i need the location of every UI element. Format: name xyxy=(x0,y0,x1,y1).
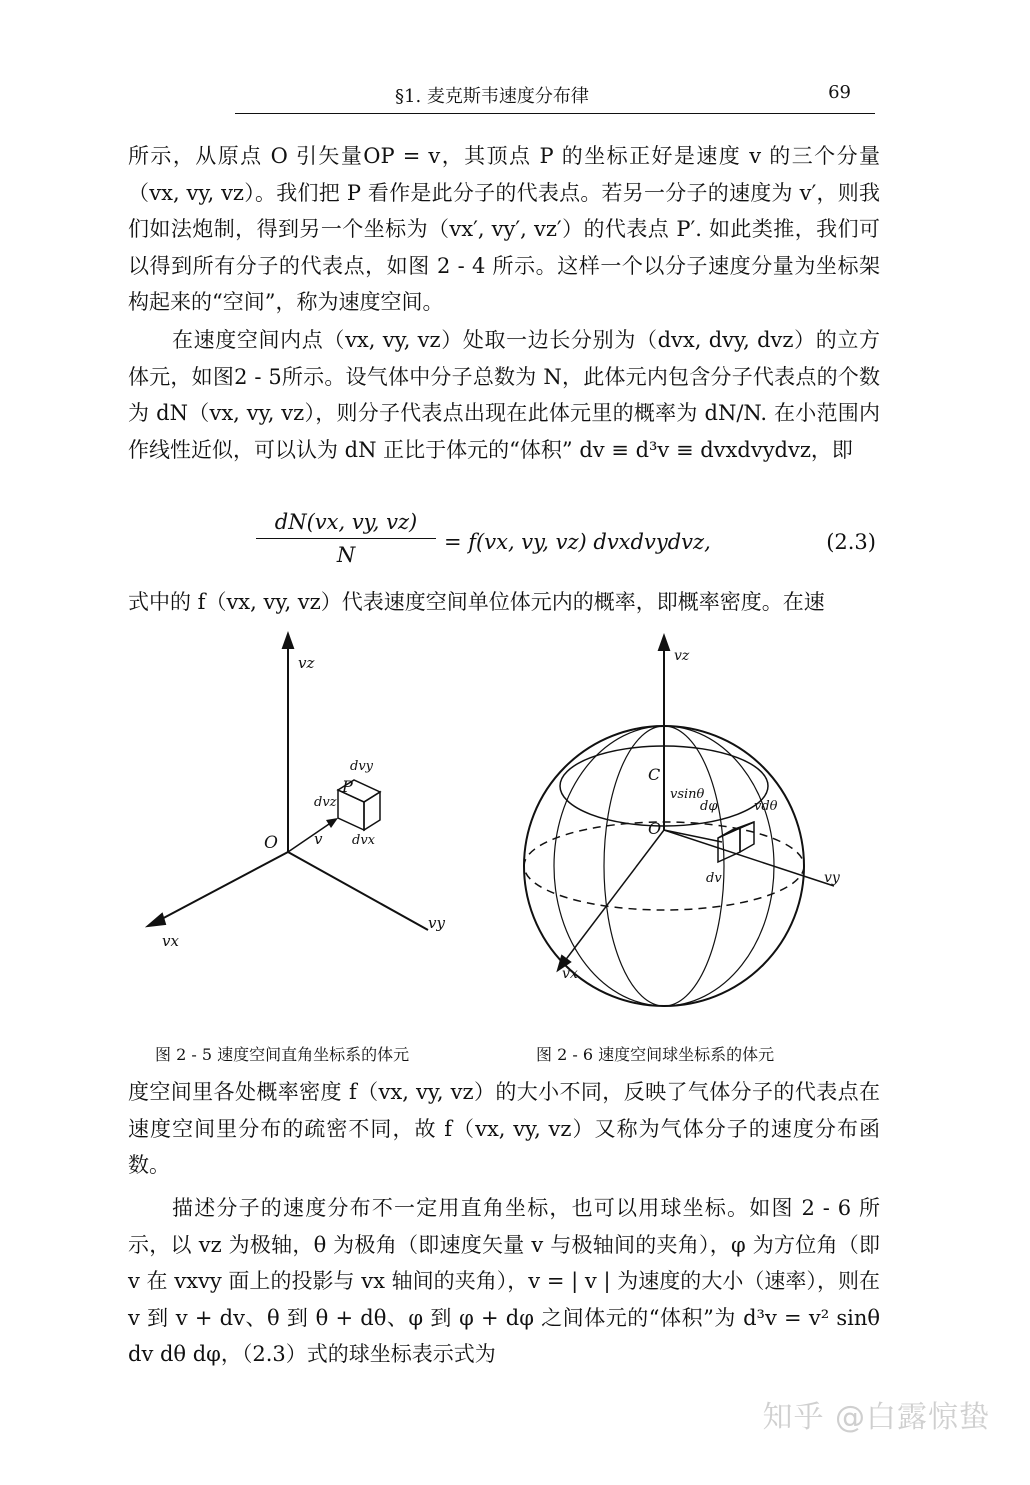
label-vz-sphere: vz xyxy=(674,648,690,664)
label-dphi: dφ xyxy=(700,799,718,814)
label-vz: vz xyxy=(298,654,315,672)
watermark: 知乎 @白露惊蛰 xyxy=(762,1400,990,1435)
label-dvz: dvz xyxy=(314,795,337,810)
vy-axis-sphere xyxy=(664,830,834,886)
equation-rhs: = f(vx, vy, vz) dvxdvydvz, xyxy=(444,530,711,554)
paragraph-3-start xyxy=(128,584,880,620)
vy-axis xyxy=(288,852,428,930)
section-title: §1. 麦克斯韦速度分布律 xyxy=(395,86,589,107)
paragraph-4: 描述分子的速度分布不一定用直角坐标，也可以用球坐标。如图 2 - 6 所示，以 vz 为极轴，θ 为极角（即速度矢量 v 与极轴间的夹角），φ 为方位角（即 v 在 vxvy 面上的投影与 vx 轴间的夹角），v = | v | 为速度的大小（速率），则在 v 到 v + dv、θ 到 θ + dθ、φ 到 φ + dφ 之间体元的“体积”为 d³v = v² sinθ dv dθ dφ，（2.3）式的球坐标表示式为 xyxy=(128,1196,880,1366)
equation-2-3 xyxy=(128,510,880,580)
label-vx-sphere: vx xyxy=(562,966,578,982)
figures-area xyxy=(128,630,880,1070)
sphere-equator xyxy=(524,822,804,910)
figure-2-5-labels xyxy=(162,654,445,950)
label-origin: O xyxy=(264,833,278,853)
paragraph-3-text: 式中的 f（vx, vy, vz）代表速度空间单位体元内的概率，即概率密度。在速 xyxy=(128,590,825,614)
label-dv: dv xyxy=(706,871,722,886)
equation-numerator: dN(vx, vy, vz) xyxy=(256,510,436,539)
header-rule xyxy=(235,113,875,114)
figure-2-6-diagram xyxy=(524,636,834,1006)
label-o-sphere: O xyxy=(648,819,662,838)
page-header xyxy=(235,78,875,108)
figure-2-5-diagram xyxy=(148,634,428,930)
label-vx: vx xyxy=(162,932,179,950)
paragraph-2: 在速度空间内点（vx, vy, vz）处取一边长分别为（dvx, dvy, dvz）的立方体元，如图2 - 5所示。设气体中分子总数为 N，此体元内包含分子代表点的个数为 dN（vx, vy, vz），则分子代表点出现在此体元里的概率为 dN/N. 在小范围内作线性近似，可以认为 dN 正比于体元的“体积” dv ≡ d³v ≡ dvxdvydvz，即 xyxy=(128,328,880,462)
paragraph-1: 所示，从原点 O 引矢量OP = v，其顶点 P 的坐标正好是速度 v 的三个分量（vx, vy, vz）。我们把 P 看作是此分子的代表点。若另一分子的速度为 v′，则我们如法炮制，得到另一个坐标为（vx′, vy′, vz′）的代表点 P′. 如此类推，我们可以得到所有分子的代表点，如图 2 - 4 所示。这样一个以分子速度分量为坐标架构起来的“空间”，称为速度空间。 xyxy=(128,144,880,314)
velocity-arrow-icon xyxy=(326,818,338,828)
label-vsin: vsinθ xyxy=(670,787,705,802)
equation-number: (2.3) xyxy=(826,530,876,554)
label-v: v xyxy=(314,830,323,848)
label-p: P xyxy=(342,777,353,796)
page-number: 69 xyxy=(828,82,851,103)
label-vy-sphere: vy xyxy=(824,870,840,886)
vx-arrow-icon xyxy=(148,914,165,926)
caption-figure-2-6: 图 2 - 6 速度空间球坐标系的体元 xyxy=(536,1045,775,1064)
equation-fraction xyxy=(256,510,436,567)
volume-element-side xyxy=(740,822,754,852)
equation-denominator: N xyxy=(336,543,356,567)
caption-figure-2-5: 图 2 - 5 速度空间直角坐标系的体元 xyxy=(155,1045,410,1064)
paragraph-3-continued xyxy=(128,1074,880,1184)
label-vy: vy xyxy=(428,914,445,932)
label-dvx: dvx xyxy=(352,833,375,848)
vz-arrow-icon xyxy=(283,634,293,648)
velocity-vector xyxy=(288,822,332,852)
label-dvy: dvy xyxy=(350,759,374,774)
label-vdtheta: vdθ xyxy=(754,799,778,814)
label-c: C xyxy=(648,765,661,784)
vz-arrow-sphere-icon xyxy=(659,636,669,650)
vx-axis xyxy=(156,852,288,922)
paragraph-3-continued-text: 度空间里各处概率密度 f（vx, vy, vz）的大小不同，反映了气体分子的代表点在速度空间里分布的疏密不同，故 f（vx, vy, vz）又称为气体分子的速度分布函数。 xyxy=(128,1080,880,1177)
figure-2-6-labels xyxy=(562,648,841,982)
cube-side xyxy=(364,792,380,830)
